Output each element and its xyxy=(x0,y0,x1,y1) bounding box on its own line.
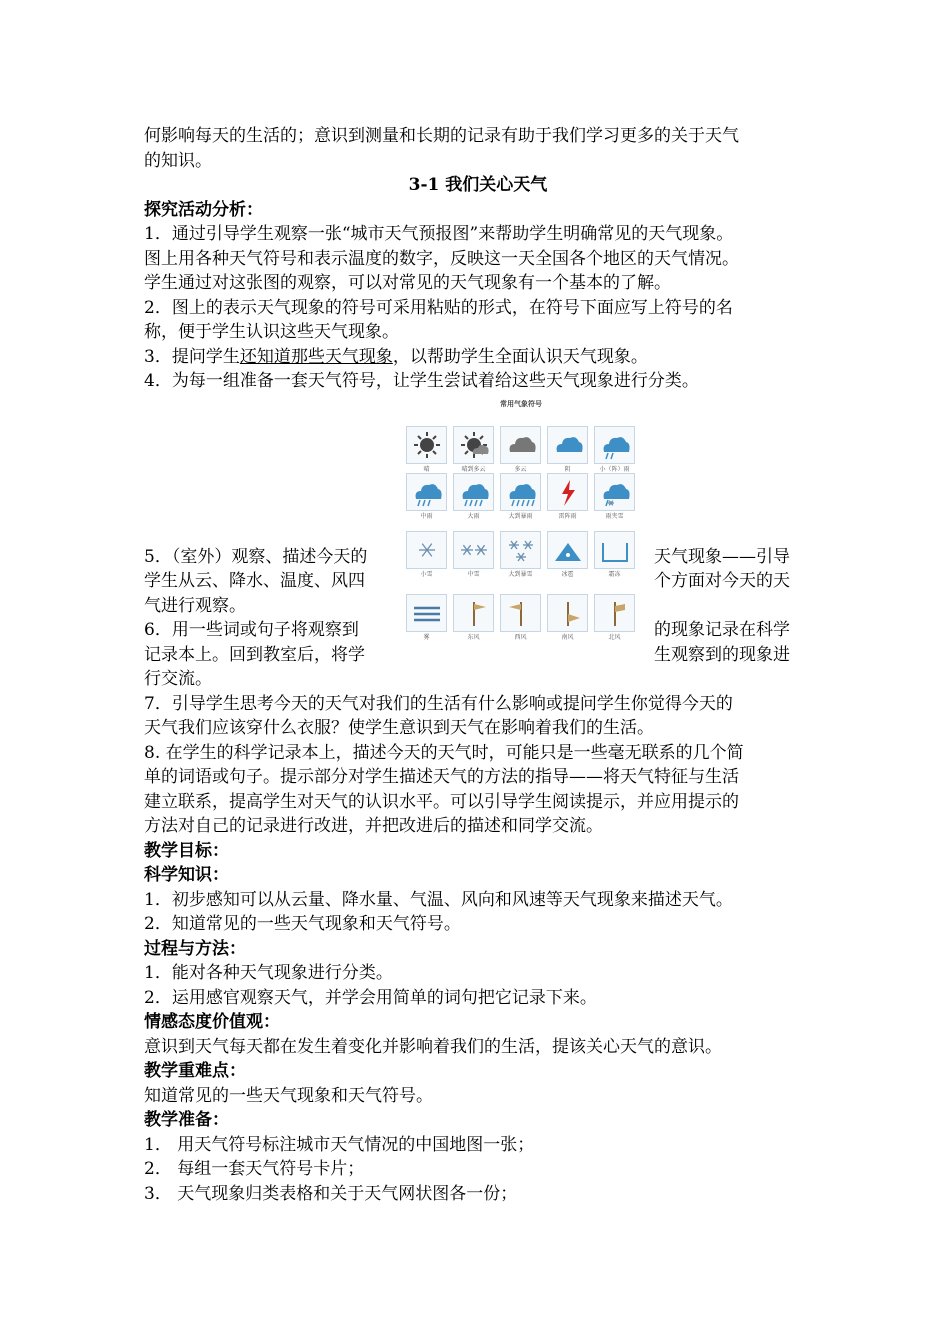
item-3-line xyxy=(144,345,812,370)
weather-symbol-icon xyxy=(500,426,541,464)
weather-symbol-caption: 雨夹雪 xyxy=(605,513,624,520)
weather-symbol-caption: 南风 xyxy=(561,634,574,641)
weather-symbol-icon xyxy=(594,426,635,464)
weather-symbol-icon xyxy=(453,531,494,569)
heading-key-points: 教学重难点： xyxy=(144,1061,246,1081)
weather-symbol-icon xyxy=(547,426,588,464)
item-5-right: 个方面对今天的天 xyxy=(654,571,790,591)
item-6-line: 行交流。 xyxy=(144,669,212,689)
weather-symbol-caption: 大雨 xyxy=(467,513,480,520)
weather-symbol-card xyxy=(406,426,447,474)
weather-symbol-caption: 北风 xyxy=(608,634,621,641)
weather-symbol-caption: 雾 xyxy=(423,634,430,641)
heading-emotion: 情感态度价值观： xyxy=(144,1012,280,1032)
knowledge-item: 2．知道常见的一些天气现象和天气符号。 xyxy=(144,914,461,934)
weather-symbol-card xyxy=(500,531,541,579)
item-8-line: 单的词语或句子。提示部分对学生描述天气的方法的指导——将天气特征与生活 xyxy=(144,767,739,787)
weather-symbol-icon xyxy=(453,594,494,632)
heading-analysis: 探究活动分析： xyxy=(144,199,263,220)
item-8-line: 建立联系，提高学生对天气的认识水平。可以引导学生阅读提示，并应用提示的 xyxy=(144,791,739,812)
weather-symbol-card xyxy=(500,426,541,474)
weather-symbol-icon xyxy=(500,531,541,569)
paragraph-line: 的知识。 xyxy=(144,150,212,171)
weather-symbols-figure xyxy=(403,399,639,689)
item-5-right: 天气现象——引导 xyxy=(654,546,790,567)
item-5-left: 学生从云、降水、温度、风四 xyxy=(144,571,365,591)
weather-symbol-card xyxy=(547,426,588,474)
weather-symbol-card xyxy=(453,473,494,521)
weather-symbol-icon xyxy=(594,594,635,632)
weather-symbol-caption: 霜冻 xyxy=(608,571,621,578)
weather-symbol-caption: 晴 xyxy=(423,466,430,473)
item-3-suffix: ，以帮助学生全面认识天气现象。 xyxy=(392,346,648,367)
weather-symbol-icon xyxy=(500,594,541,632)
prep-item: 3． 天气现象归类表格和关于天气网状图各一份； xyxy=(144,1183,518,1204)
item-6-right: 生观察到的现象进 xyxy=(654,644,790,665)
weather-symbol-icon xyxy=(406,473,447,511)
item-8-line: 方法对自己的记录进行改进，并把改进后的描述和同学交流。 xyxy=(144,816,603,836)
weather-symbol-card xyxy=(406,531,447,579)
weather-symbol-icon xyxy=(547,531,588,569)
weather-symbol-caption: 小（阵）雨 xyxy=(599,466,630,473)
weather-symbol-caption: 大到暴雨 xyxy=(508,513,533,520)
prep-item: 1． 用天气符号标注城市天气情况的中国地图一张； xyxy=(144,1134,535,1155)
weather-symbol-caption: 雷阵雨 xyxy=(558,513,577,520)
weather-symbol-card xyxy=(453,426,494,474)
figure-title: 常用气象符号 xyxy=(500,400,542,408)
knowledge-item: 1．初步感知可以从云量、降水量、气温、风向和风速等天气现象来描述天气。 xyxy=(144,889,733,910)
item-1-line: 学生通过对这张图的观察，可以对常见的天气现象有一个基本的了解。 xyxy=(144,273,671,293)
weather-symbol-caption: 小雪 xyxy=(420,571,433,578)
item-2-line: 2．图上的表示天气现象的符号可采用粘贴的形式，在符号下面应写上符号的名 xyxy=(144,297,733,318)
weather-symbol-caption: 大到暴雪 xyxy=(508,571,533,578)
weather-symbol-icon xyxy=(406,426,447,464)
process-item: 1．能对各种天气现象进行分类。 xyxy=(144,963,393,983)
weather-symbol-caption: 中雨 xyxy=(420,513,433,520)
item-1-line: 1．通过引导学生观察一张“城市天气预报图”来帮助学生明确常见的天气现象。 xyxy=(144,224,734,244)
weather-symbol-card xyxy=(453,531,494,579)
weather-symbol-icon xyxy=(406,594,447,632)
weather-symbol-card xyxy=(547,531,588,579)
weather-symbol-card xyxy=(594,426,635,474)
weather-symbol-card xyxy=(500,594,541,642)
weather-symbol-icon xyxy=(547,594,588,632)
item-2-line: 称，便于学生认识这些天气现象。 xyxy=(144,322,399,342)
weather-symbol-card xyxy=(547,473,588,521)
weather-symbol-icon xyxy=(406,531,447,569)
heading-knowledge: 科学知识： xyxy=(144,865,229,885)
weather-symbol-icon xyxy=(500,473,541,511)
heading-preparation: 教学准备： xyxy=(144,1110,229,1130)
item-6-right: 的现象记录在科学 xyxy=(654,620,790,640)
item-8-line: 8. 在学生的科学记录本上，描述今天的天气时，可能只是一些毫无联系的几个简 xyxy=(144,742,744,763)
item-5-line: 气进行观察。 xyxy=(144,595,246,616)
item-4-line: 4．为每一组准备一套天气符号，让学生尝试着给这些天气现象进行分类。 xyxy=(144,371,699,391)
emotion-item: 意识到天气每天都在发生着变化并影响着我们的生活，提该关心天气的意识。 xyxy=(144,1036,722,1057)
weather-symbol-caption: 冰雹 xyxy=(561,571,574,578)
heading-process: 过程与方法： xyxy=(144,938,246,959)
item-6-left: 6．用一些词或句子将观察到 xyxy=(144,620,359,640)
item-6-left: 记录本上。回到教室后，将学 xyxy=(144,644,365,665)
weather-symbol-icon xyxy=(547,473,588,511)
weather-symbol-card xyxy=(500,473,541,521)
item-5-left: 5．（室外）观察、描述今天的 xyxy=(144,546,368,567)
paragraph-line: 何影响每天的生活的；意识到测量和长期的记录有助于我们学习更多的关于天气 xyxy=(144,126,739,146)
weather-symbol-card xyxy=(594,473,635,521)
weather-symbol-card xyxy=(594,594,635,642)
key-point-item: 知道常见的一些天气现象和天气符号。 xyxy=(144,1085,433,1106)
prep-item: 2． 每组一套天气符号卡片； xyxy=(144,1159,365,1179)
weather-symbol-caption: 阴 xyxy=(564,466,571,473)
weather-symbol-icon xyxy=(453,426,494,464)
weather-symbol-icon xyxy=(594,473,635,511)
weather-symbol-caption: 中雪 xyxy=(467,571,480,578)
weather-symbol-icon xyxy=(594,531,635,569)
item-3-prefix: 3．提问学生 xyxy=(144,346,240,367)
section-title: 3-1 我们关心天气 xyxy=(408,175,548,195)
weather-symbol-card xyxy=(594,531,635,579)
weather-symbol-caption: 东风 xyxy=(467,634,480,641)
process-item: 2．运用感官观察天气，并学会用简单的词句把它记录下来。 xyxy=(144,987,597,1008)
weather-symbol-card xyxy=(453,594,494,642)
item-1-line: 图上用各种天气符号和表示温度的数字，反映这一天全国各个地区的天气情况。 xyxy=(144,248,739,269)
weather-symbol-card xyxy=(406,594,447,642)
weather-symbol-caption: 多云 xyxy=(514,466,527,473)
weather-symbol-caption: 晴到多云 xyxy=(461,466,486,473)
weather-symbol-icon xyxy=(453,473,494,511)
weather-symbol-card xyxy=(406,473,447,521)
underlined-phrase: 还知道那些天气现象 xyxy=(239,346,393,367)
item-7-line: 天气我们应该穿什么衣服？使学生意识到天气在影响着我们的生活。 xyxy=(144,718,654,738)
weather-symbol-caption: 西风 xyxy=(514,634,527,641)
heading-goals: 教学目标： xyxy=(144,840,229,861)
item-7-line: 7．引导学生思考今天的天气对我们的生活有什么影响或提问学生你觉得今天的 xyxy=(144,693,733,714)
weather-symbol-card xyxy=(547,594,588,642)
